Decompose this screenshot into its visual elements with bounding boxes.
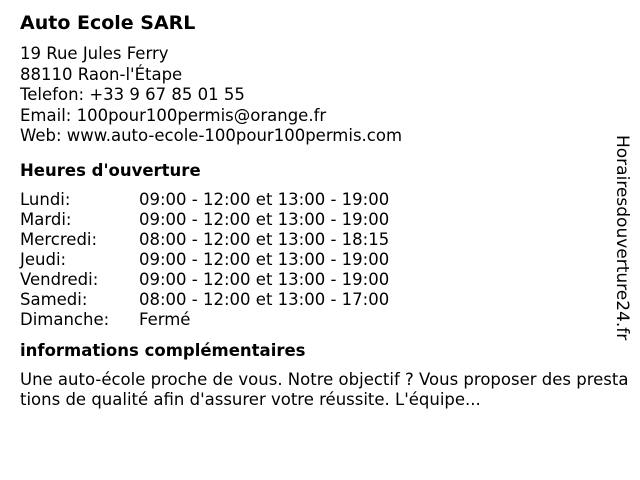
web-line: Web: www.auto-ecole-100pour100permis.com [20,126,403,145]
address-city: 88110 Raon-l'Étape [20,64,183,84]
day-hours: 09:00 - 12:00 et 13:00 - 19:00 [139,209,390,229]
info-description: Une auto-école proche de vous. Notre objectif ? Vous proposer des prestations de qualité afin d'assurer votre réussite. L'équipe... [20,369,629,409]
day-hours: 08:00 - 12:00 et 13:00 - 17:00 [139,289,390,309]
hours-row-monday [20,190,620,210]
day-label: Dimanche: [20,309,110,329]
day-label: Mercredi: [20,229,98,249]
day-hours: 08:00 - 12:00 et 13:00 - 18:15 [139,229,390,249]
hours-row-sunday [20,310,620,330]
day-hours: 09:00 - 12:00 et 13:00 - 19:00 [139,249,390,269]
hours-table [20,190,620,330]
info-heading: informations complémentaires [20,340,306,360]
day-hours: Fermé [139,309,191,329]
day-label: Vendredi: [20,269,99,289]
hours-row-saturday [20,290,620,310]
day-label: Lundi: [20,189,71,209]
hours-row-thursday [20,250,620,270]
day-label: Samedi: [20,289,88,309]
hours-heading: Heures d'ouverture [20,160,201,180]
day-hours: 09:00 - 12:00 et 13:00 - 19:00 [139,189,390,209]
email-line: Email: 100pour100permis@orange.fr [20,105,327,125]
day-label: Jeudi: [20,249,67,269]
watermark [612,135,632,355]
day-label: Mardi: [20,209,72,229]
hours-row-wednesday [20,230,620,250]
watermark-text: Horairesdouverture24.fr [612,135,632,341]
hours-row-friday [20,270,620,290]
address-street: 19 Rue Jules Ferry [20,44,169,63]
hours-row-tuesday [20,210,620,230]
phone-line: Telefon: +33 9 67 85 01 55 [20,85,245,104]
day-hours: 09:00 - 12:00 et 13:00 - 19:00 [139,269,390,289]
business-name: Auto Ecole SARL [20,12,196,34]
contact-block [20,44,620,147]
